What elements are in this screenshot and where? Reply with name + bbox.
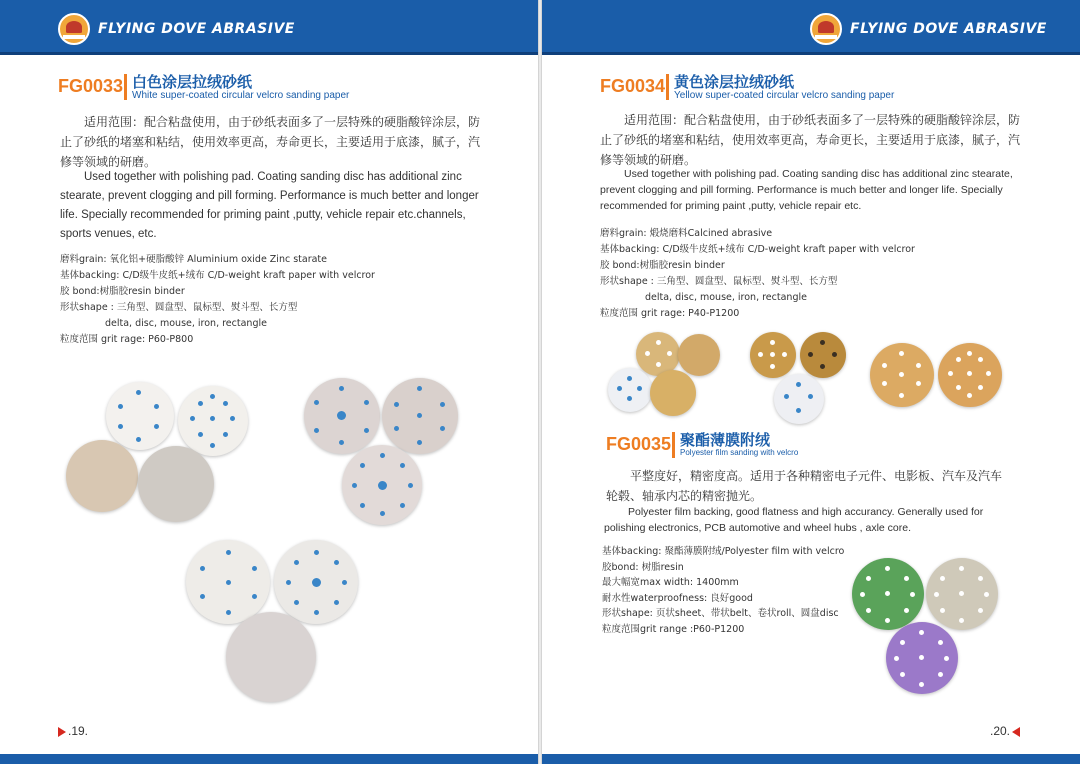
spec-backing: 基体backing: C/D级牛皮纸+绒布 C/D-weight kraft paper with velcror — [600, 244, 915, 255]
spec-list — [602, 544, 844, 637]
green-film-disc-image — [852, 558, 924, 630]
product-description-cn: 适用范围：配合粘盘使用，由于砂纸表面多了一层特殊的硬脂酸锌涂层，防止了砂纸的堵塞和粘结，使用效率更高，寿命更长，主要适用于底漆，腻子，汽修等领域的研磨。 — [60, 115, 481, 169]
spec-backing: 基体backing: C/D级牛皮纸+绒布 C/D-weight kraft paper with velcror — [60, 270, 375, 281]
grey-film-disc-image — [926, 558, 998, 630]
grey-disc-image — [226, 612, 316, 702]
page-marker-icon — [1012, 727, 1020, 737]
white-disc-image — [342, 445, 422, 525]
footer-bar — [542, 754, 1080, 764]
product-title-en: White super-coated circular velcro sanding paper — [132, 90, 350, 101]
yellow-disc-image — [750, 332, 796, 378]
spec-grit: 粒度范围grit range :P60-P1200 — [602, 623, 745, 635]
brand-name: FLYING DOVE ABRASIVE — [98, 21, 295, 37]
page-number: .19. — [58, 724, 88, 738]
title-divider — [672, 432, 675, 458]
spec-shape-en: delta, disc, mouse, iron, rectangle — [105, 318, 267, 329]
product-title-en: Yellow super-coated circular velcro sanding paper — [674, 90, 895, 101]
product-code: FG0034 — [600, 76, 666, 96]
spec-waterproofness: 耐水性waterproofness: 良好good — [602, 592, 753, 604]
white-disc-image — [382, 378, 458, 454]
spec-bond: 胶 bond:树脂胶resin binder — [600, 260, 725, 271]
spec-grain: 磨料grain: 氧化铝+硬脂酸锌 Aluminium oxide Zinc starate — [60, 254, 328, 265]
product-title-cn: 黄色涂层拉绒砂纸 — [674, 73, 795, 91]
product-description-en: Used together with polishing pad. Coating sanding disc has additional zinc stearate, prevent clogging and pill forming. Performance is much better and longer life. Specially recommended for priming paint ,putty, vehicle repair etc. — [600, 168, 1013, 212]
spec-list — [600, 226, 915, 322]
white-disc-image — [774, 374, 824, 424]
white-disc-image — [178, 386, 248, 456]
product-description-en: Used together with polishing pad. Coating sanding disc has additional zinc stearate, prevent clogging and pill forming. Performance is much better and longer life. Specially recommended for priming paint ,putty, vehicle repair etc.channels, sports venues, etc. — [60, 171, 479, 240]
yellow-disc-image — [938, 343, 1002, 407]
white-disc-image — [608, 368, 652, 412]
white-disc-image — [106, 382, 174, 450]
product-description-cn: 平整度好，精密度高。适用于各种精密电子元件、电影板、汽车及汽车轮毂、轴承内芯的精密抛光。 — [606, 469, 1003, 503]
spec-bond: 胶bond: 树脂resin — [602, 561, 684, 573]
flying-dove-logo-icon — [58, 13, 90, 45]
product-code: FG0033 — [58, 76, 124, 96]
yellow-disc-image — [800, 332, 846, 378]
brand-name: FLYING DOVE ABRASIVE — [850, 21, 1047, 37]
spec-shape: 形状shape: 页状sheet、带状belt、卷状roll、圆盘disc — [602, 608, 839, 619]
spec-bond: 胶 bond:树脂胶resin binder — [60, 286, 185, 297]
title-divider — [666, 74, 669, 100]
spec-list — [60, 252, 375, 348]
product-description-en: Polyester film backing, good flatness and high accurancy. Generally used for polishing electronics, PCB automotive and wheel hubs , axle core. — [604, 506, 984, 534]
page-marker-icon — [58, 727, 66, 737]
brand — [58, 12, 295, 46]
yellow-disc-image — [650, 370, 696, 416]
title-divider — [124, 74, 127, 100]
white-disc-image — [304, 378, 380, 454]
tan-disc-image — [66, 440, 138, 512]
spec-grain: 磨料grain: 煅烧磨料Calcined abrasive — [600, 228, 773, 239]
spec-shape: 形状shape : 三角型、圆盘型、鼠标型、熨斗型、长方型 — [600, 276, 838, 287]
spec-shape: 形状shape : 三角型、圆盘型、鼠标型、熨斗型、长方型 — [60, 302, 298, 313]
left-page — [0, 0, 538, 764]
product-code: FG0035 — [606, 434, 672, 454]
product-description-cn: 适用范围：配合粘盘使用，由于砂纸表面多了一层特殊的硬脂酸锌涂层，防止了砂纸的堵塞和粘结，使用效率更高，寿命更长，主要适用于底漆，腻子，汽修等领域的研磨。 — [600, 113, 1021, 167]
purple-film-disc-image — [886, 622, 958, 694]
header-bar — [542, 0, 1080, 55]
spec-shape-en: delta, disc, mouse, iron, rectangle — [645, 292, 807, 303]
grey-disc-image — [138, 446, 214, 522]
yellow-disc-image — [870, 343, 934, 407]
footer-bar — [0, 754, 538, 764]
white-disc-image — [186, 540, 270, 624]
product-title-cn: 白色涂层拉绒砂纸 — [132, 73, 253, 91]
header-bar — [0, 0, 538, 55]
spec-grit: 粒度范围 grit rage: P60-P800 — [60, 334, 194, 345]
white-disc-image — [274, 540, 358, 624]
spec-max-width: 最大幅宽max width: 1400mm — [602, 577, 739, 588]
right-page — [542, 0, 1080, 764]
spec-grit: 粒度范围 grit rage: P40-P1200 — [600, 308, 740, 319]
product-title-cn: 聚酯薄膜附绒 — [680, 431, 771, 449]
product-title-en: Polyester film sanding with velcro — [680, 448, 799, 457]
flying-dove-logo-icon — [810, 13, 842, 45]
page-number: .20. — [990, 724, 1020, 738]
spec-backing: 基体backing: 聚酯薄膜附绒/Polyester film with velcro — [602, 546, 845, 557]
brand — [810, 12, 1047, 46]
yellow-disc-image — [678, 334, 720, 376]
